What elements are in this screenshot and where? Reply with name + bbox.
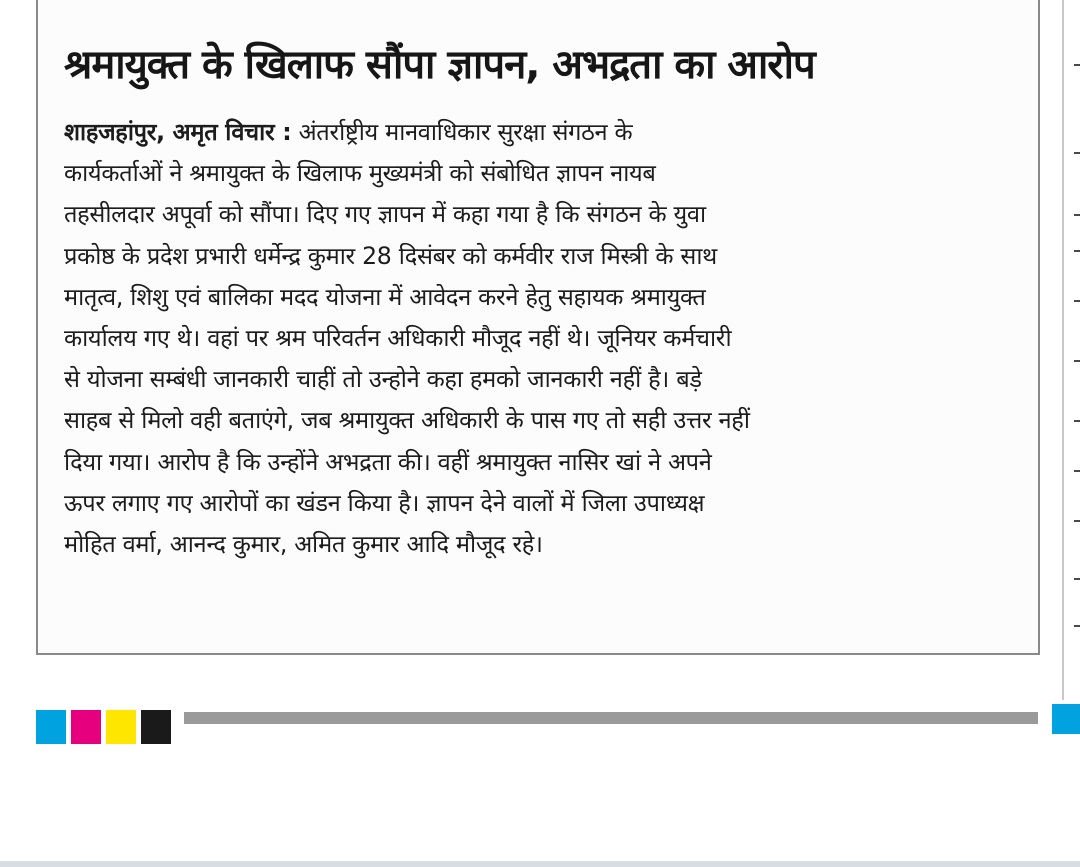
cyan-swatch	[36, 710, 66, 744]
edge-tick	[1074, 625, 1080, 627]
article-line-1	[64, 112, 1024, 153]
magenta-swatch	[71, 710, 101, 744]
article-line-11: मोहित वर्मा, आनन्द कुमार, अमित कुमार आदि मौजूद रहे।	[64, 530, 543, 559]
edge-tick	[1074, 578, 1080, 580]
article-box	[36, 0, 1040, 655]
article-line-5: मातृत्व, शिशु एवं बालिका मदद योजना में आवेदन करने हेतु सहायक श्रमायुक्त	[64, 282, 706, 311]
article-line-8: साहब से मिलो वही बताएंगे, जब श्रमायुक्त अधिकारी के पास गए तो सही उत्तर नहीं	[64, 406, 750, 435]
article-line-4: प्रकोष्ठ के प्रदेश प्रभारी धर्मेन्द्र कुमार 28 दिसंबर को कर्मवीर राज मिस्त्री के साथ	[64, 241, 717, 270]
bottom-border	[0, 861, 1080, 867]
adjacent-column-edge	[1062, 0, 1080, 700]
edge-tick	[1074, 360, 1080, 362]
article-line-10: ऊपर लगाए गए आरोपों का खंडन किया है। ज्ञापन देने वालों में जिला उपाध्यक्ष	[64, 488, 705, 517]
color-registration-bar	[36, 709, 176, 745]
edge-tick	[1074, 152, 1080, 154]
black-swatch	[141, 710, 171, 744]
edge-tick	[1074, 520, 1080, 522]
edge-tick	[1074, 420, 1080, 422]
article-line-7: से योजना सम्बंधी जानकारी चाहीं तो उन्होने कहा हमको जानकारी नहीं है। बड़े	[64, 365, 702, 394]
edge-tick	[1074, 250, 1080, 252]
article-line-3: तहसीलदार अपूर्वा को सौंपा। दिए गए ज्ञापन में कहा गया है कि संगठन के युवा	[64, 200, 706, 229]
yellow-swatch	[106, 710, 136, 744]
edge-tick	[1074, 470, 1080, 472]
article-line-9: दिया गया। आरोप है कि उन्होंने अभद्रता की। वहीं श्रमायुक्त नासिर खां ने अपने	[64, 447, 712, 476]
edge-tick	[1074, 214, 1080, 216]
edge-tick	[1074, 300, 1080, 302]
edge-tick	[1074, 64, 1080, 66]
article-headline: श्रमायुक्त के खिलाफ सौंपा ज्ञापन, अभद्रता का आरोप	[64, 42, 815, 88]
article-body	[64, 112, 1024, 565]
article-dateline: शाहजहांपुर, अमृत विचार :	[64, 118, 292, 146]
cyan-edge-mark	[1052, 704, 1080, 734]
registration-rule	[184, 712, 1038, 724]
article-line-2: कार्यकर्ताओं ने श्रमायुक्त के खिलाफ मुख्यमंत्री को संबोधित ज्ञापन नायब	[64, 159, 656, 188]
article-line-1-text: अंतर्राष्ट्रीय मानवाधिकार सुरक्षा संगठन के	[291, 118, 633, 146]
article-line-6: कार्यालय गए थे। वहां पर श्रम परिवर्तन अधिकारी मौजूद नहीं थे। जूनियर कर्मचारी	[64, 324, 732, 353]
column-divider	[1062, 0, 1064, 700]
